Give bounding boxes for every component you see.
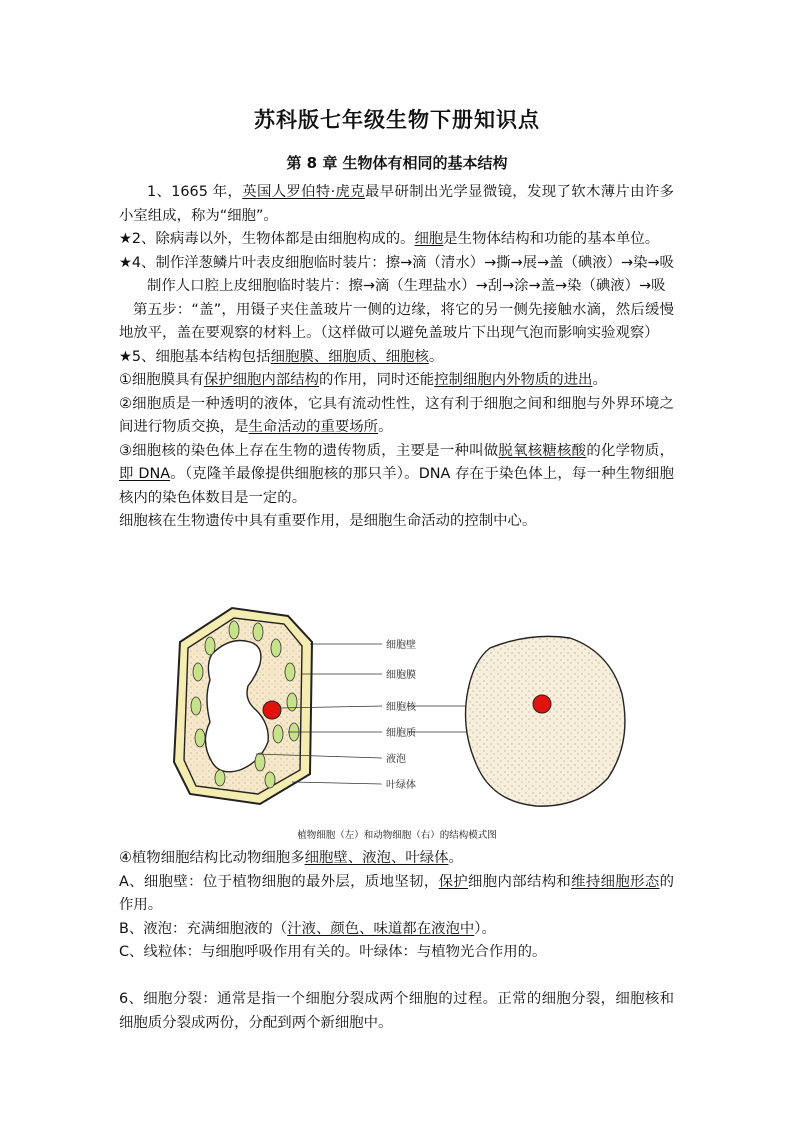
label-chloroplast: 叶绿体 <box>386 780 416 791</box>
nucleus <box>263 701 281 719</box>
paragraph-8: ②细胞质是一种透明的液体，它具有流动性性，这有利于细胞之间和细胞与外界环境之间进行物质交换，是生命活动的重要场所。 <box>119 395 674 435</box>
paragraph-2: ★2、除病毒以外，生物体都是由细胞构成的。细胞是生物体结构和功能的基本单位。 <box>119 231 660 247</box>
figure-caption: 植物细胞（左）和动物细胞（右）的结构模式图 <box>297 830 497 841</box>
chapter-heading: 第 8 章 生物体有相同的基本结构 <box>286 154 508 172</box>
paragraph-5: 第五步：“盖”，用镊子夹住盖玻片一侧的边缘，将它的另一侧先接触水滴，然后缓慢地放平，盖在要观察的材料上。（这样做可以避免盖玻片下出现气泡而影响实验观察） <box>119 301 674 341</box>
text-block-lower <box>119 847 674 1035</box>
paragraph-13: B、液泡：充满细胞液的（汁液、颜色、味道都在液泡中）。 <box>119 920 496 937</box>
document-title: 苏科版七年级生物下册知识点 <box>254 108 540 132</box>
label-nucleus: 细胞核 <box>386 702 416 713</box>
paragraph-6: ★5、细胞基本结构包括细胞膜、细胞质、细胞核。 <box>119 348 444 365</box>
paragraph-12: A、细胞壁：位于植物细胞的最外层，质地坚韧，保护细胞内部结构和维持细胞形态的作用。 <box>119 873 674 913</box>
label-cell-wall: 细胞壁 <box>386 640 416 651</box>
paragraph-11: ④植物细胞结构比动物细胞多细胞壁、液泡、叶绿体。 <box>119 850 463 866</box>
paragraph-1: 1、1665 年，英国人罗伯特·虎克最早研制出光学显微镜，发现了软木薄片由许多小室组成，称为“细胞”。 <box>119 184 674 224</box>
underline-basic-structure: 细胞膜、细胞质、细胞核 <box>270 348 429 365</box>
animal-cell <box>466 636 625 806</box>
label-cell-membrane: 细胞膜 <box>386 670 416 681</box>
plant-cell <box>174 608 312 804</box>
text-block-upper <box>119 181 674 534</box>
animal-nucleus <box>533 695 551 713</box>
paragraph-4: 制作人口腔上皮细胞临时装片：擦→滴（生理盐水）→刮→涂→盖→染（碘液）→吸 <box>147 278 666 294</box>
paragraph-3: ★4、制作洋葱鳞片叶表皮细胞临时装片：擦→滴（清水）→撕→展→盖（碘液）→染→吸 <box>119 254 674 271</box>
paragraph-9: ③细胞核的染色体上存在生物的遗传物质，主要是一种叫做脱氧核糖核酸的化学物质，即 DNA。（克隆羊最像提供细胞核的那只羊）。DNA 存在于染色体上，每一种生物细胞核内的染色体数目是一定的。 <box>119 442 674 506</box>
paragraph-14: C、线粒体：与细胞呼吸作用有关的。叶绿体：与植物光合作用的。 <box>119 944 547 960</box>
cell-diagram <box>160 602 640 828</box>
underline-cell: 细胞 <box>414 231 444 247</box>
diagram-labels <box>386 638 417 791</box>
label-cytoplasm: 细胞质 <box>386 728 416 739</box>
paragraph-7: ①细胞膜具有保护细胞内部结构的作用，同时还能控制细胞内外物质的进出。 <box>119 372 607 388</box>
paragraph-15: 6、细胞分裂：通常是指一个细胞分裂成两个细胞的过程。正常的细胞分裂，细胞核和细胞质分裂成两份，分配到两个新细胞中。 <box>119 991 674 1031</box>
underline-hooke: 英国人罗伯特·虎克 <box>242 184 365 200</box>
paragraph-10: 细胞核在生物遗传中具有重要作用，是细胞生命活动的控制中心。 <box>119 513 537 529</box>
label-vacuole: 液泡 <box>386 754 406 765</box>
